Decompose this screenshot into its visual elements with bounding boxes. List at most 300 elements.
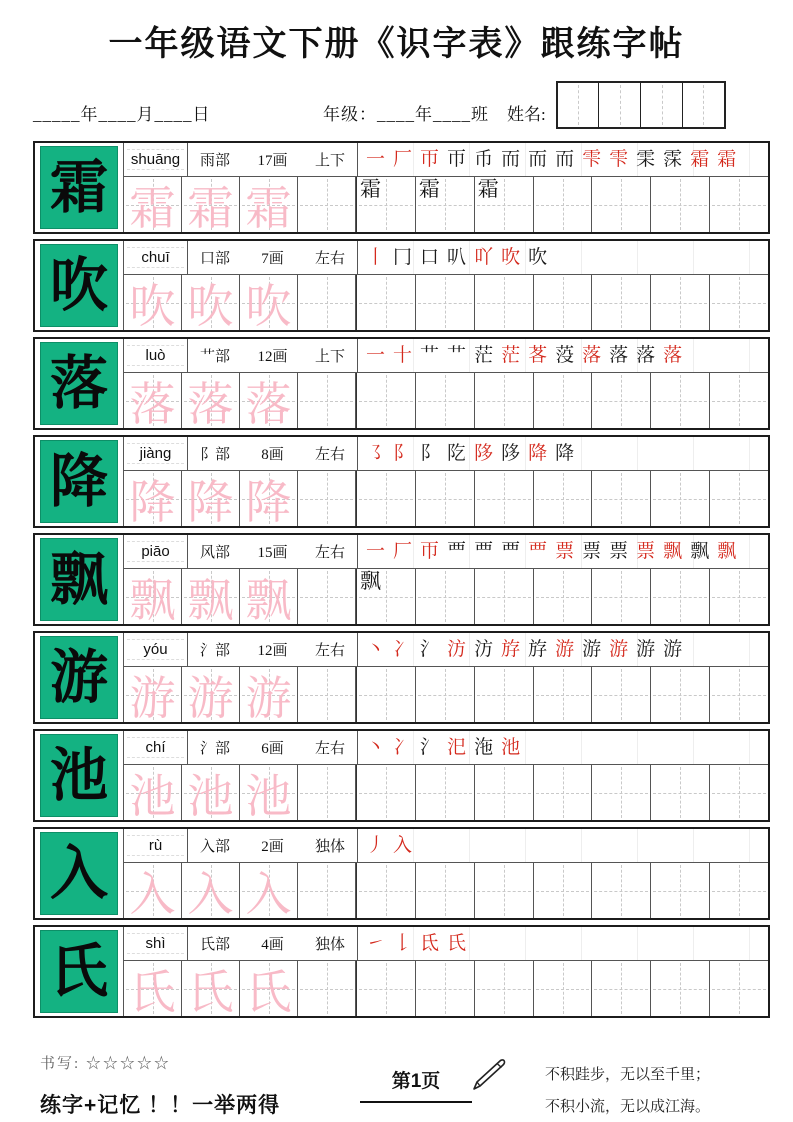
trace-cell (124, 177, 182, 232)
trace-character: 飘 (187, 574, 234, 626)
trace-cell (124, 275, 182, 330)
practice-cell (534, 765, 593, 820)
stroke-order-step: 陊 (501, 443, 521, 464)
character-cell (35, 437, 124, 526)
trace-cell (240, 471, 298, 526)
stroke-order-step: 莈 (555, 345, 575, 366)
stroke-order-step: 飘 (663, 541, 683, 562)
stroke-order-step: 票 (609, 541, 629, 562)
character-cell (35, 241, 124, 330)
practice-cell (416, 667, 475, 722)
motivational-quote (545, 1060, 710, 1122)
practice-cell (357, 569, 416, 624)
practice-cell (651, 177, 710, 232)
stroke-order-step: 游 (582, 639, 602, 660)
character-practice-row (33, 533, 770, 626)
stroke-order-step: 雬 (636, 149, 656, 170)
practice-cell (592, 569, 651, 624)
practice-grid (356, 177, 768, 232)
practice-cell (416, 275, 475, 330)
stroke-count: 17画 (257, 153, 288, 169)
practice-cell (710, 667, 768, 722)
practice-cell (416, 863, 475, 918)
trace-character: 入 (187, 868, 234, 920)
character-practice-row (33, 435, 770, 528)
name-writing-grid (556, 81, 726, 129)
slogan-text: 练字+记忆 ！！一举两得 (40, 1094, 281, 1117)
practice-cell (710, 373, 768, 428)
stroke-order-step: 帀 (447, 149, 467, 170)
practice-cell (416, 569, 475, 624)
practice-cell (416, 765, 475, 820)
stroke-order-step: 帀 (420, 541, 440, 562)
stroke-order-step-wrapped: 霜 (418, 177, 440, 201)
page-number-label: 第1页 (391, 1071, 441, 1092)
radical: 艹部 (200, 349, 231, 365)
practice-cell (416, 177, 475, 232)
stroke-order-step: 覀 (528, 541, 548, 562)
practice-cell (710, 275, 768, 330)
character-cell (35, 829, 124, 918)
trace-character: 飘 (245, 574, 292, 626)
empty-practice-cell (298, 471, 356, 526)
empty-practice-cell (298, 667, 356, 722)
stroke-order-step: 落 (582, 345, 602, 366)
name-grid-cell (641, 83, 683, 127)
stroke-order-step: 降 (528, 443, 548, 464)
trace-character: 池 (129, 770, 176, 822)
name-grid-cell (558, 83, 600, 127)
stroke-order-step: 茫 (474, 345, 494, 366)
stroke-order-step-wrapped: 飘 (360, 569, 381, 593)
trace-cell (182, 177, 240, 232)
stroke-order-step: 霜 (690, 149, 710, 170)
trace-character: 霜 (245, 182, 292, 234)
stroke-order-step: 霂 (663, 149, 683, 170)
pinyin-text: piāo (141, 543, 170, 560)
name-grid-cell (599, 83, 641, 127)
practice-cell (592, 765, 651, 820)
trace-cell (182, 569, 240, 624)
trace-character: 吹 (129, 280, 176, 332)
practice-cell (592, 373, 651, 428)
stroke-order-step: 落 (636, 345, 656, 366)
practice-cell (475, 667, 534, 722)
practice-cell (534, 471, 593, 526)
stroke-count: 12画 (257, 349, 288, 365)
trace-cell (182, 373, 240, 428)
stroke-order-step: 丶 (366, 737, 386, 758)
empty-practice-cell (298, 765, 356, 820)
practice-cell (592, 863, 651, 918)
trace-cell (240, 863, 298, 918)
practice-cell (357, 471, 416, 526)
stroke-count: 4画 (261, 937, 284, 953)
practice-cell (475, 569, 534, 624)
practice-cell (710, 471, 768, 526)
pinyin-text: shuāng (130, 151, 181, 168)
target-character: 落 (49, 350, 108, 416)
radical: 氵部 (200, 741, 231, 757)
character-practice-row (33, 827, 770, 920)
stroke-order-step: 覀 (501, 541, 521, 562)
trace-cell (124, 471, 182, 526)
stroke-order-strip (358, 927, 768, 960)
stroke-order-step: 叭 (447, 247, 467, 268)
practice-cell (592, 275, 651, 330)
practice-cell (710, 765, 768, 820)
structure-type: 上下 (314, 349, 345, 365)
pinyin-text: rù (148, 837, 163, 854)
stroke-order-step: 茖 (528, 345, 548, 366)
stroke-order-step: 阝 (393, 443, 413, 464)
practice-cell (651, 373, 710, 428)
character-green-box (40, 832, 118, 915)
trace-cell (182, 275, 240, 330)
stroke-order-strip (358, 829, 768, 862)
trace-cell (182, 471, 240, 526)
stroke-order-step: 丨 (366, 247, 386, 268)
stroke-order-step: 吖 (474, 247, 494, 268)
trace-character: 降 (129, 476, 176, 528)
practice-cell (357, 373, 416, 428)
practice-cell (592, 177, 651, 232)
page-number (360, 1066, 472, 1103)
practice-cell (475, 863, 534, 918)
practice-grid (356, 569, 768, 624)
stroke-order-step: 斿 (528, 639, 548, 660)
stroke-order-step: 斿 (501, 639, 521, 660)
trace-character: 入 (245, 868, 292, 920)
stroke-order-step: 丿 (366, 835, 386, 856)
radical: 入部 (200, 839, 231, 855)
stroke-order-step: 氵 (420, 737, 440, 758)
stroke-order-step: 一 (366, 345, 386, 366)
trace-character: 落 (187, 378, 234, 430)
stroke-order-step: ㇀ (366, 933, 386, 954)
quote-line-2: 不积小流，无以成江海。 (545, 1098, 711, 1115)
practice-cell (357, 177, 416, 232)
trace-cell (240, 961, 298, 1016)
target-character: 降 (49, 448, 108, 514)
practice-cell (534, 177, 593, 232)
trace-character: 氏 (187, 966, 234, 1018)
empty-practice-cell (298, 373, 356, 428)
stroke-order-step: 阝 (420, 443, 440, 464)
character-green-box (40, 342, 118, 425)
trace-character: 落 (129, 378, 176, 430)
name-grid-cell (683, 83, 724, 127)
stroke-order-step: 飘 (717, 541, 737, 562)
practice-cell (534, 667, 593, 722)
stroke-order-strip (358, 731, 768, 764)
trace-character: 氏 (129, 966, 176, 1018)
stroke-order-step: 票 (582, 541, 602, 562)
practice-cell (592, 471, 651, 526)
stroke-order-step: 冂 (393, 247, 413, 268)
target-character: 霜 (49, 154, 108, 220)
stroke-order-step: 游 (663, 639, 683, 660)
radical: 氏部 (200, 937, 231, 953)
stroke-order-step: 沲 (474, 737, 494, 758)
trace-character: 吹 (245, 280, 292, 332)
stroke-order-step: 降 (555, 443, 575, 464)
character-green-box (40, 734, 118, 817)
stroke-order-strip (358, 339, 768, 372)
trace-cell (124, 373, 182, 428)
practice-cell (710, 569, 768, 624)
stroke-order-step: 氵 (420, 639, 440, 660)
practice-cell (416, 471, 475, 526)
radical: 氵部 (200, 643, 231, 659)
practice-grid (356, 961, 768, 1016)
trace-cell (240, 177, 298, 232)
trace-cell (182, 667, 240, 722)
stroke-order-step: 覀 (447, 541, 467, 562)
character-cell (35, 143, 124, 232)
practice-cell (592, 961, 651, 1016)
stroke-order-step: 票 (636, 541, 656, 562)
date-blank-line: _____年____月____日 (33, 105, 211, 124)
stroke-order-step: 𠄌 (393, 933, 413, 954)
structure-type: 左右 (314, 545, 345, 561)
trace-character: 池 (245, 770, 292, 822)
trace-character: 吹 (187, 280, 234, 332)
structure-type: 上下 (314, 153, 345, 169)
stroke-order-step: 而 (528, 149, 548, 170)
stroke-order-step: 丶 (366, 639, 386, 660)
empty-practice-cell (298, 863, 356, 918)
rating-stars: ☆☆☆☆☆ (85, 1056, 171, 1072)
practice-cell (357, 765, 416, 820)
stroke-order-step: 霜 (717, 149, 737, 170)
practice-cell (710, 177, 768, 232)
name-label: 姓名: (507, 105, 546, 124)
practice-grid (356, 471, 768, 526)
stroke-order-step: 口 (420, 247, 440, 268)
practice-cell (357, 863, 416, 918)
pinyin-text: chuī (141, 249, 170, 266)
stroke-order-step: 帀 (420, 149, 440, 170)
character-cell (35, 633, 124, 722)
practice-cell (534, 961, 593, 1016)
practice-grid (356, 373, 768, 428)
trace-character: 入 (129, 868, 176, 920)
character-green-box (40, 636, 118, 719)
character-cell (35, 927, 124, 1016)
stroke-order-step: 氐 (420, 933, 440, 954)
character-rows (33, 141, 770, 1018)
practice-cell (416, 961, 475, 1016)
practice-cell (357, 961, 416, 1016)
character-practice-row (33, 925, 770, 1018)
trace-cell (124, 863, 182, 918)
practice-cell (534, 863, 593, 918)
pinyin-text: luò (145, 347, 166, 364)
practice-cell (710, 961, 768, 1016)
stroke-order-strip (358, 143, 768, 176)
practice-grid (356, 667, 768, 722)
stroke-order-step: 汜 (447, 737, 467, 758)
trace-cell (240, 373, 298, 428)
practice-cell (475, 471, 534, 526)
stroke-order-step-wrapped: 霜 (360, 177, 381, 201)
practice-cell (534, 373, 593, 428)
target-character: 飘 (49, 546, 108, 612)
stroke-order-step: 飘 (690, 541, 710, 562)
stroke-order-step: 吹 (501, 247, 521, 268)
stroke-order-step: 厂 (393, 541, 413, 562)
trace-cell (182, 863, 240, 918)
character-practice-row (33, 729, 770, 822)
trace-character: 游 (187, 672, 234, 724)
practice-cell (475, 177, 534, 232)
trace-character: 降 (245, 476, 292, 528)
trace-character: 池 (187, 770, 234, 822)
trace-character: 霜 (129, 182, 176, 234)
trace-cell (240, 275, 298, 330)
trace-cell (240, 765, 298, 820)
stroke-count: 7画 (261, 251, 284, 267)
character-green-box (40, 440, 118, 523)
character-practice-row (33, 141, 770, 234)
stroke-order-step: 吹 (528, 247, 548, 268)
practice-cell (592, 667, 651, 722)
practice-cell (651, 569, 710, 624)
stroke-order-step-wrapped: 霜 (477, 177, 499, 201)
structure-type: 左右 (314, 447, 345, 463)
practice-cell (651, 667, 710, 722)
practice-cell (651, 765, 710, 820)
stroke-order-step: 冫 (393, 639, 413, 660)
stroke-count: 15画 (257, 545, 288, 561)
stroke-order-step: 池 (501, 737, 521, 758)
stroke-order-step: 雫 (609, 149, 629, 170)
structure-type: 独体 (314, 839, 345, 855)
practice-cell (357, 667, 416, 722)
structure-type: 左右 (314, 251, 345, 267)
stroke-order-step: 覀 (474, 541, 494, 562)
stroke-order-step: 汸 (474, 639, 494, 660)
pinyin-text: shì (145, 935, 166, 952)
trace-character: 降 (187, 476, 234, 528)
practice-cell (416, 373, 475, 428)
character-green-box (40, 930, 118, 1013)
trace-character: 霜 (187, 182, 234, 234)
stroke-order-step: ㇌ (366, 443, 386, 464)
practice-cell (710, 863, 768, 918)
trace-character: 游 (129, 672, 176, 724)
character-cell (35, 535, 124, 624)
radical: 阝部 (200, 447, 231, 463)
trace-cell (182, 765, 240, 820)
empty-practice-cell (298, 961, 356, 1016)
target-character: 吹 (49, 252, 108, 318)
character-cell (35, 731, 124, 820)
structure-type: 左右 (314, 741, 345, 757)
stroke-order-step: 茫 (501, 345, 521, 366)
trace-cell (240, 569, 298, 624)
character-green-box (40, 538, 118, 621)
practice-cell (651, 471, 710, 526)
stroke-order-step: 游 (636, 639, 656, 660)
stroke-order-step: 游 (609, 639, 629, 660)
stroke-order-step: 一 (366, 149, 386, 170)
practice-grid (356, 863, 768, 918)
stroke-order-strip (358, 535, 768, 568)
target-character: 池 (49, 742, 108, 808)
trace-character: 氏 (245, 966, 292, 1018)
stroke-count: 12画 (257, 643, 288, 659)
trace-character: 游 (245, 672, 292, 724)
trace-cell (240, 667, 298, 722)
practice-cell (651, 275, 710, 330)
stroke-order-step: 雫 (582, 149, 602, 170)
practice-grid (356, 275, 768, 330)
stroke-order-step: 落 (609, 345, 629, 366)
radical: 风部 (200, 545, 231, 561)
meta-row (33, 79, 760, 129)
stroke-order-step: 陊 (474, 443, 494, 464)
structure-type: 左右 (314, 643, 345, 659)
stroke-order-step: 厂 (393, 149, 413, 170)
rating-label: 书写: (40, 1056, 81, 1072)
practice-cell (651, 863, 710, 918)
stroke-order-step: 冫 (393, 737, 413, 758)
stroke-order-step: 阣 (447, 443, 467, 464)
stroke-order-step: 氏 (447, 933, 467, 954)
stroke-order-step: 汸 (447, 639, 467, 660)
trace-character: 飘 (129, 574, 176, 626)
trace-cell (124, 765, 182, 820)
radical: 口部 (200, 251, 231, 267)
stroke-order-step: 艹 (447, 345, 467, 366)
practice-cell (475, 373, 534, 428)
stroke-count: 8画 (261, 447, 284, 463)
pen-icon (470, 1058, 510, 1098)
character-cell (35, 339, 124, 428)
practice-cell (651, 961, 710, 1016)
stroke-count: 2画 (261, 839, 284, 855)
practice-cell (534, 569, 593, 624)
stroke-order-step: 币 (474, 149, 494, 170)
trace-cell (124, 667, 182, 722)
character-practice-row (33, 631, 770, 724)
stroke-count: 6画 (261, 741, 284, 757)
empty-practice-cell (298, 177, 356, 232)
practice-cell (475, 765, 534, 820)
pinyin-text: jiàng (139, 445, 172, 462)
stroke-order-step: 而 (555, 149, 575, 170)
stroke-order-step: 一 (366, 541, 386, 562)
target-character: 入 (49, 840, 108, 906)
practice-cell (475, 275, 534, 330)
character-practice-row (33, 239, 770, 332)
stroke-order-strip (358, 241, 768, 274)
structure-type: 独体 (314, 937, 345, 953)
target-character: 氏 (49, 938, 108, 1004)
stroke-order-step: 艹 (420, 345, 440, 366)
pinyin-text: yóu (143, 641, 168, 658)
character-green-box (40, 244, 118, 327)
stroke-order-strip (358, 437, 768, 470)
practice-cell (534, 275, 593, 330)
stroke-order-step: 十 (393, 345, 413, 366)
quote-line-1: 不积跬步，无以至千里； (545, 1067, 711, 1083)
radical: 雨部 (200, 153, 231, 169)
trace-character: 落 (245, 378, 292, 430)
trace-cell (124, 961, 182, 1016)
